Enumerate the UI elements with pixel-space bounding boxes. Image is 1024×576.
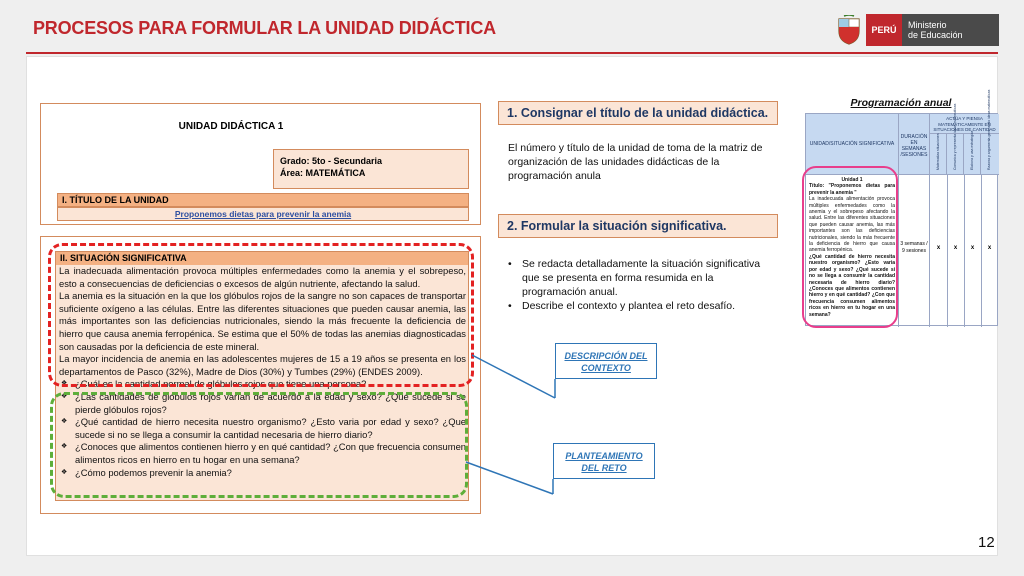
grade-area-box <box>273 149 469 189</box>
challenge-callout: PLANTEAMIENTO DEL RETO <box>553 443 655 479</box>
step2-bullets <box>508 257 778 313</box>
question-item: ❖ ¿Las cantidades de glóbulos rojos varían de acuerdo a la edad y sexo? ¿Qué sucede si se pierde glóbulos rojos? <box>59 391 466 416</box>
annual-unit-questions: ¿Qué cantidad de hierro necesita nuestro organismo? ¿Esto varia por edad y sexo? ¿Qué sucede si no se llega a consumir la cantidad necesaria de hierro diario? ¿Conoces que alimentos contienen hierro y en qué cantidad? ¿Con que frecuencia consumen alimentos ricos en hierro en tu hogar en una semana? <box>809 253 895 318</box>
ministry-name <box>902 14 999 46</box>
peru-badge: PERÚ <box>866 14 902 46</box>
annual-divider <box>981 175 982 327</box>
coat-of-arms-icon <box>836 15 862 45</box>
annual-divider <box>964 175 965 327</box>
ministry-line2: de Educación <box>908 30 963 40</box>
step2-bullet: • Se redacta detalladamente la situación significativa que se presenta en forma resumida en la programación anual. <box>508 257 778 299</box>
annual-mark: x <box>970 245 975 251</box>
situation-paragraph: La mayor incidencia de anemia en las adolescentes mujeres de 15 a 19 años se presenta en los departamentos de Pasco (32%), Madre de Dios (30%) y Tumbes (29%) (ENDES 2009). <box>59 353 466 377</box>
annual-subcol <box>947 103 964 174</box>
unit-title-section-head: I. TÍTULO DE LA UNIDAD <box>57 193 469 207</box>
question-item: ❖ ¿Conoces que alimentos contienen hierro y en qué cantidad? ¿Con que frecuencia consumen alimentos ricos en hierro en tu hogar en una semana? <box>59 441 466 466</box>
annual-duration-cell: 3 semanas / 9 sesiones <box>899 175 930 327</box>
ministry-logo <box>836 14 999 46</box>
annual-mark: x <box>953 245 958 251</box>
annual-unit-highlight <box>802 166 898 328</box>
situation-paragraph: La anemia es la situación en la que los glóbulos rojos de la sangre no son capaces de transportar suficiente oxígeno a las células. Entre las diferentes situaciones que pueden causar anemia, las más importantes son las deficiencias nutricionales, siendo la más frecuente la deficiencia de hierro que causa anemia ferropénica. Se estima que el 50% de todas las anemias diagnosticadas son causadas por la deficiencia de este mineral. <box>59 290 466 352</box>
step2-description <box>508 257 778 313</box>
step2-label: 2. Formular la situación significativa. <box>498 214 778 238</box>
question-item: ❖ ¿Cómo podemos prevenir la anemia? <box>59 467 466 480</box>
annual-subcol-label: Elabora y usa estrategias <box>970 130 974 170</box>
question-item: ❖ ¿Cuál es la cantidad normal de glóbulos rojos que tiene una persona? <box>59 378 466 391</box>
title-divider <box>26 52 998 54</box>
annual-col-duration: DURACIÓN EN SEMANAS /SESIONES <box>899 114 930 174</box>
annual-subcol-label: Comunica y representa ideas matemáticas <box>953 103 957 170</box>
annual-subcol-label: Matematiza situaciones <box>936 133 940 170</box>
annual-plan-title: Programación anual <box>850 97 952 109</box>
area-text: Área: MATEMÁTICA <box>280 168 366 178</box>
annual-mark: x <box>987 245 992 251</box>
annual-unit-name: Unidad 1 <box>841 177 863 183</box>
unit-title: UNIDAD DIDÁCTICA 1 <box>178 121 284 132</box>
annual-unit-text: La inadecuada alimentación provoca múltiples enfermedades como la anemia y el sobrepeso afectando la salud. Entre las diferentes situaciones que pueden causar anemia, las más importantes son las deficiencias nutricionales, siendo la más frecuente la deficiencia de hierro que causa anemia ferropénica. <box>809 196 895 254</box>
grade-text: Grado: 5to - Secundaria <box>280 156 383 166</box>
page-number: 12 <box>978 534 995 551</box>
question-item: ❖ ¿Qué cantidad de hierro necesita nuestro organismo? ¿Esto varia por edad y sexo? ¿Que sucede si no se llega a consumir la cantidad necesaria de hierro diario? <box>59 416 466 441</box>
annual-col-competence: ACTÚA Y PIENSA MATEMÁTICAMENTE EN SITUACIONES DE CANTIDAD <box>930 114 999 134</box>
situation-head: II. SITUACIÓN SIGNIFICATIVA <box>56 252 468 265</box>
annual-divider <box>947 175 948 327</box>
context-callout: DESCRIPCIÓN DEL CONTEXTO <box>555 343 657 379</box>
situation-paragraph: La inadecuada alimentación provoca múltiples enfermedades como la anemia y el sobrepeso, esto a consecuencias de deficiencias o excesos de algún nutriente, afectando la salud. <box>59 265 466 289</box>
step1-description: El número y título de la unidad de toma de la matriz de organización de las unidades didácticas de la programación anula <box>508 142 763 182</box>
annual-subcol <box>930 134 947 174</box>
annual-unit-title: Título: "Proponemos dietas para prevenir la anemia " <box>809 183 895 196</box>
context-highlight <box>48 243 474 387</box>
slide-title: PROCESOS PARA FORMULAR LA UNIDAD DIDÁCTICA <box>33 18 496 38</box>
ministry-line1: Ministerio <box>908 20 947 30</box>
annual-subcol <box>981 89 999 174</box>
step1-label: 1. Consignar el título de la unidad didáctica. <box>498 101 778 125</box>
annual-col-unit: UNIDAD/SITUACIÓN SIGNIFICATIVA <box>806 114 899 174</box>
step2-bullet: • Describe el contexto y plantea el reto desafío. <box>508 299 778 313</box>
annual-subcol <box>964 130 981 174</box>
annual-mark: x <box>936 245 941 251</box>
annual-subcol-label: Razona y argumenta generando ideas matemáticas <box>987 89 991 170</box>
challenge-highlight <box>50 392 468 498</box>
unit-header-box <box>40 103 481 225</box>
unit-title-value: Proponemos dietas para prevenir la anemia <box>57 207 469 221</box>
